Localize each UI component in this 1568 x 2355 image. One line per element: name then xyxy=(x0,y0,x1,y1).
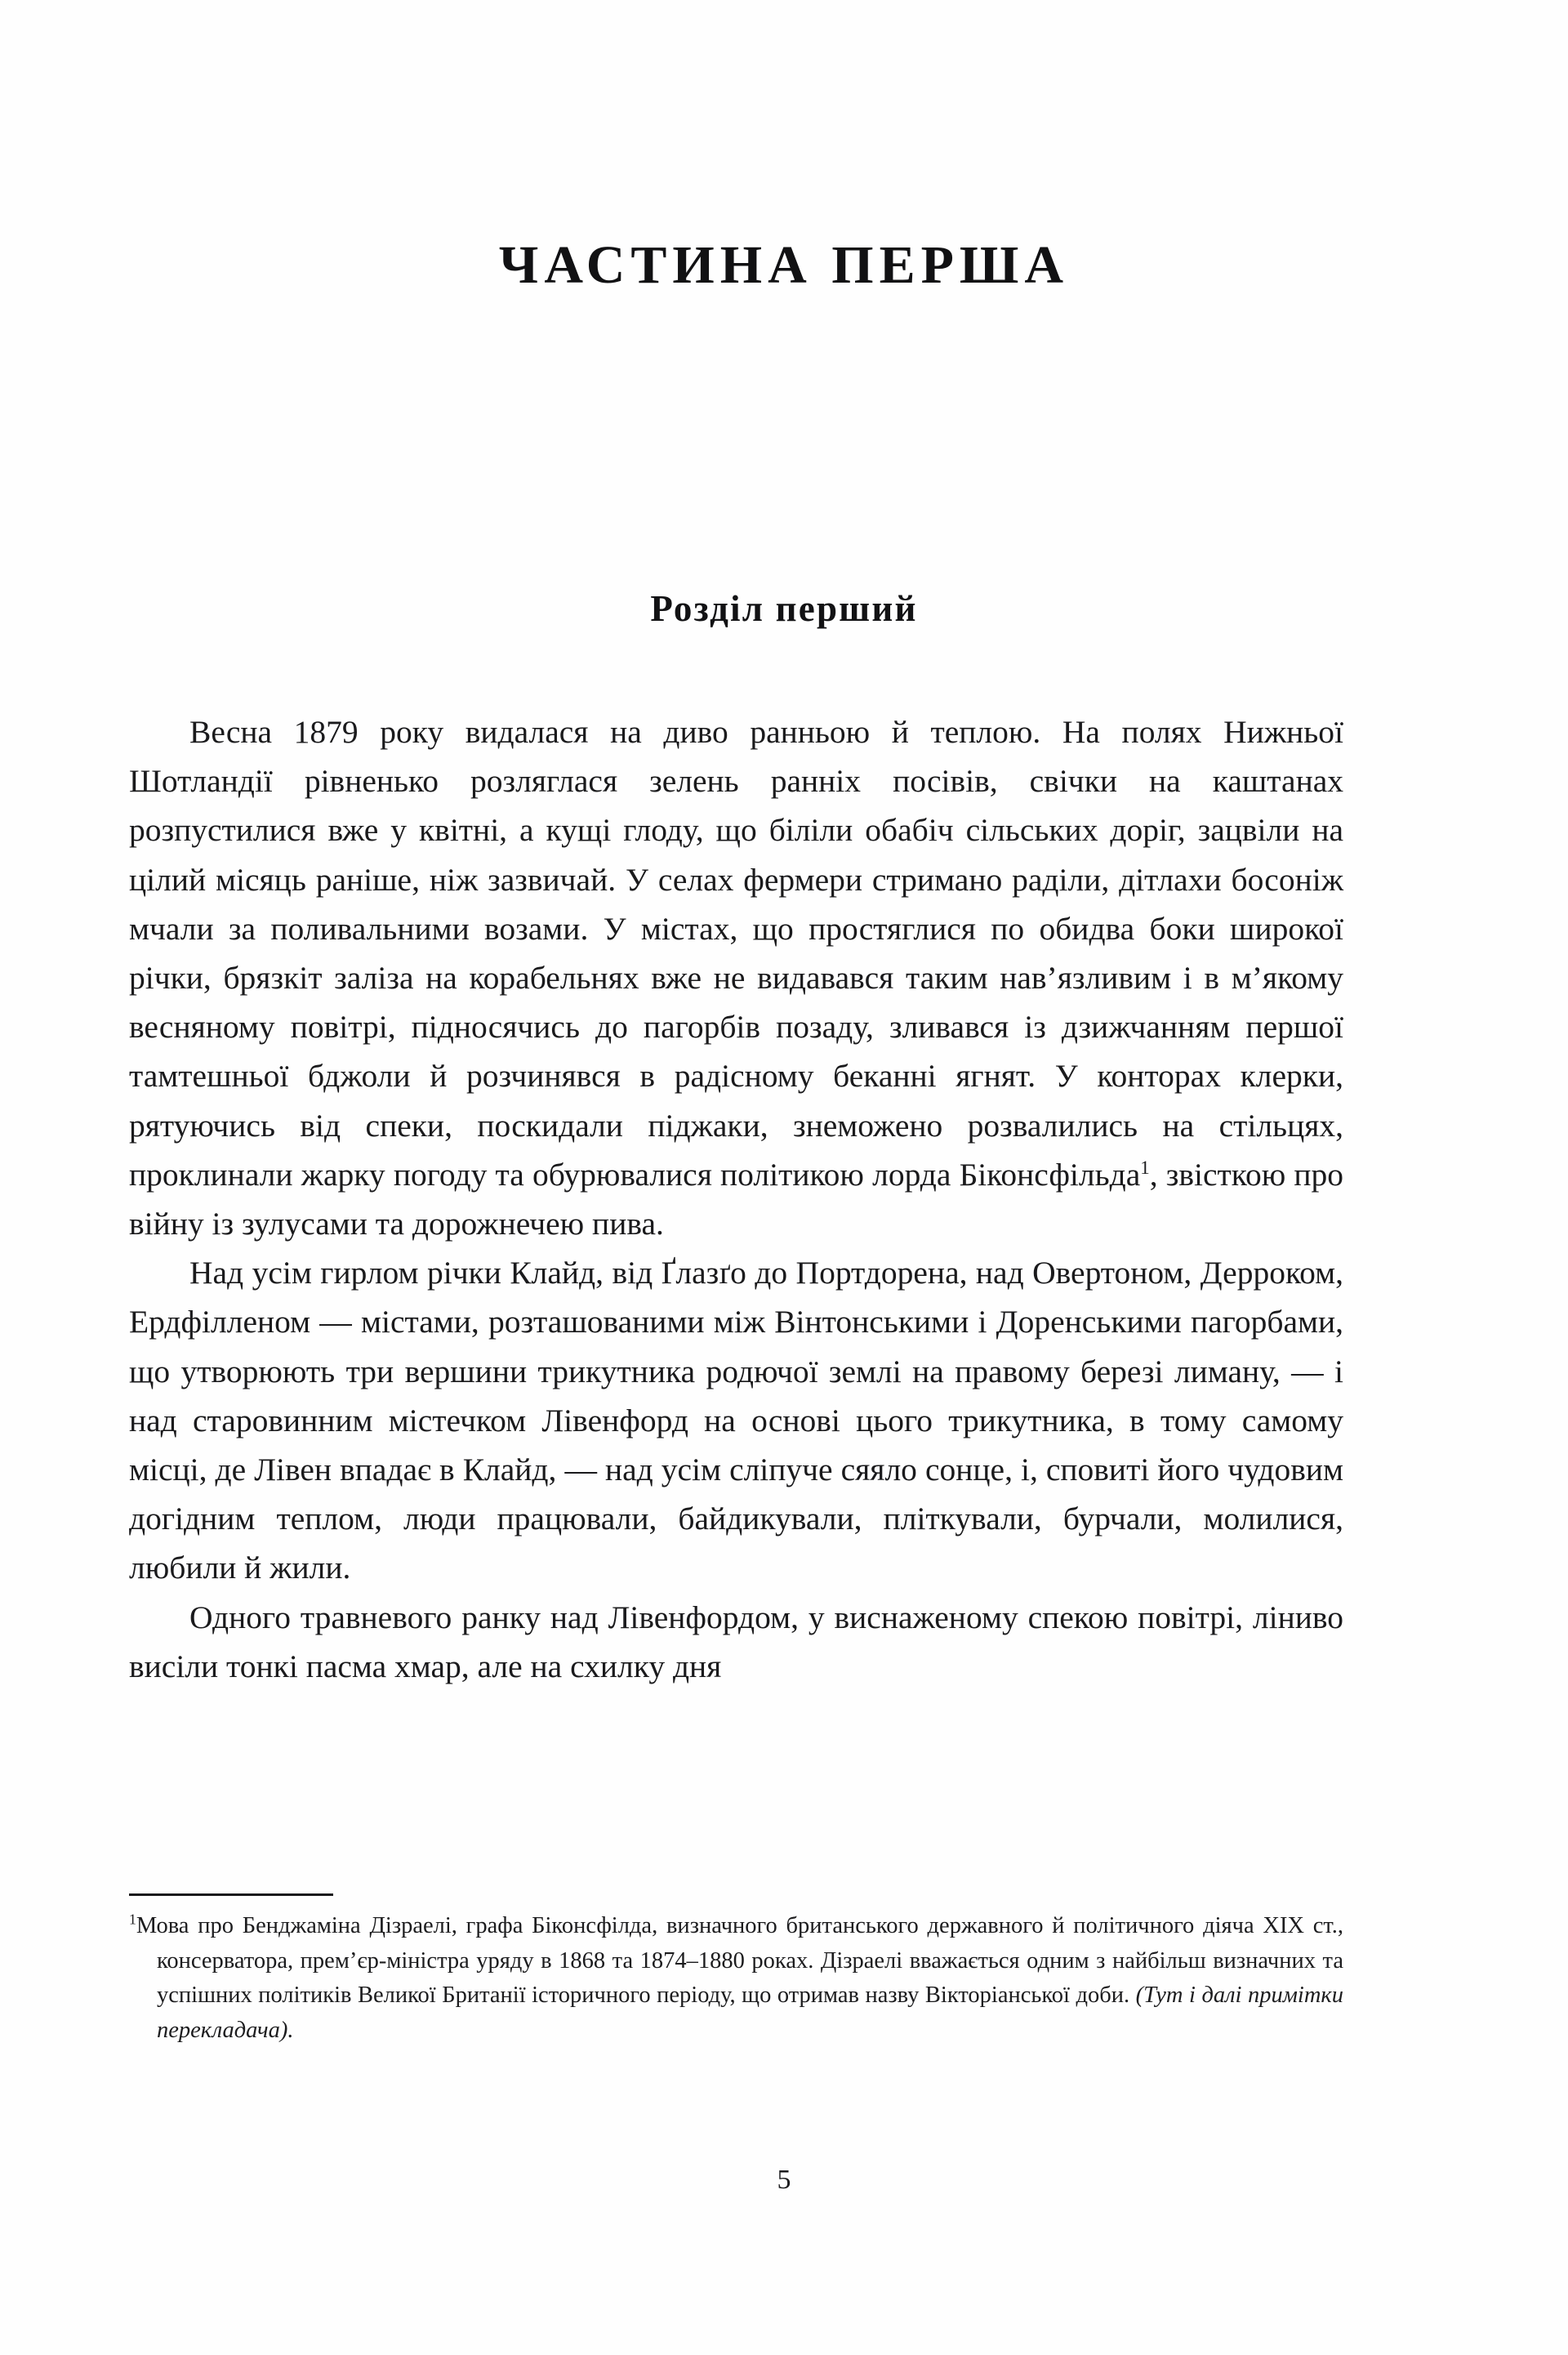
chapter-heading: Розділ перший xyxy=(650,588,918,630)
paragraph-2-text: Над усім гирлом річки Клайд, від Ґлазґо до Портдорена, над Овертоном, Дерроком, Ердфілленом — містами, розташованими між Вінтонськими і Доренськими пагорбами, що утворюють три вершини трикутника родючої землі на правому березі лиману, — і над старовинним містечком Лівенфорд на основі цього трикутника, в тому самому місці, де Лівен впадає в Клайд, — над усім сліпуче сяяло сонце, і, сповиті його чудовим догідним теплом, люди працювали, байдикували, пліткували, бурчали, молилися, любили й жили. xyxy=(129,1255,1343,1586)
page-number: 5 xyxy=(777,2165,791,2195)
body-text xyxy=(129,707,1343,1691)
footnote-area xyxy=(129,1893,1343,2048)
footnote-reference-1[interactable]: 1 xyxy=(1140,1157,1150,1178)
paragraph-3 xyxy=(129,1593,1343,1691)
footnote-body-text: Мова про Бенджаміна Дізраелі, графа Біконсфілда, визначного британського державного й політичного діяча XIX ст., консерватора, прем’єр-міністра уряду в 1868 та 1874–1880 роках. Дізраелі вважається одним з найбільш визначних та успішних політиків Великої Британії історичного періоду, що отримав назву Вікторіанської доби. xyxy=(136,1913,1343,2008)
footnote-marker: 1 xyxy=(129,1911,136,1928)
paragraph-2 xyxy=(129,1248,1343,1592)
footnote-translator-note: (Тут і далі примітки перекладача). xyxy=(157,1983,1344,2043)
part-title: ЧАСТИНА ПЕРША xyxy=(498,235,1070,296)
paragraph-1-text: Весна 1879 року видалася на диво ранньою й теплою. На полях Нижньої Шотландії рівненько розляглася зелень ранніх посівів, свічки на каштанах розпустилися вже у квітні, а кущі глоду, що біліли обабіч сільських доріг, зацвіли на цілий місяць раніше, ніж зазвичай. У селах фермери стримано раділи, дітлахи босоніж мчали за поливальними возами. У містах, що простяглися по обидва боки широкої річки, брязкіт заліза на корабельнях вже не видавався таким нав’язливим і в м’якому весняному повітрі, підносячись до пагорбів позаду, зливався із дзижчанням першої тамтешньої бджоли й розчинявся в радісному беканні ягнят. У конторах клерки, рятуючись від спеки, поскидали піджаки, знеможено розвалились на стільцях, проклинали жарку погоду та обурювалися політикою лорда Біконсфільда xyxy=(129,714,1343,1193)
paragraph-1-text-tail: , звісткою про війну із зулусами та дорожнечею пива. xyxy=(129,1156,1343,1242)
paragraph-1 xyxy=(129,707,1343,1248)
footnote-entry xyxy=(129,1909,1343,2048)
footnote-separator-rule xyxy=(129,1893,333,1896)
paragraph-3-text: Одного травневого ранку над Лівенфордом, у виснаженому спекою повітрі, ліниво висіли тонкі пасма хмар, але на схилку дня xyxy=(129,1599,1343,1684)
